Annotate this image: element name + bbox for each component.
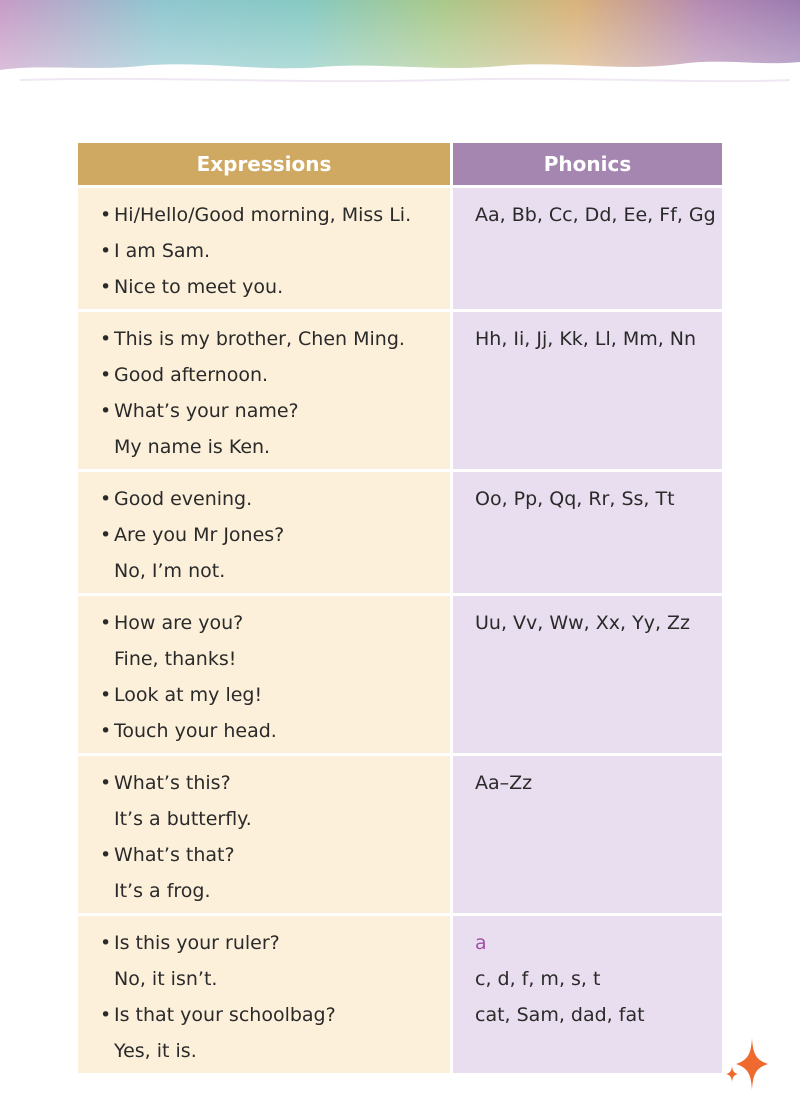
review-table	[75, 140, 725, 1076]
expression-line: No, I’m not.	[114, 560, 226, 582]
expressions-header: Expressions	[77, 142, 452, 187]
expression-bullet-line: • This is my brother, Chen Ming.	[100, 321, 440, 357]
phonics-cell	[452, 595, 724, 755]
phonics-line: c, d, f, m, s, t	[475, 968, 601, 990]
expression-line: No, it isn’t.	[114, 968, 218, 990]
phonics-line: Aa, Bb, Cc, Dd, Ee, Ff, Gg	[475, 204, 716, 226]
phonics-line: cat, Sam, dad, fat	[475, 1004, 645, 1026]
table-row	[77, 755, 724, 915]
table-row	[77, 311, 724, 471]
expression-line: It’s a frog.	[114, 880, 211, 902]
table-row	[77, 471, 724, 595]
phonics-cell	[452, 311, 724, 471]
table-row	[77, 915, 724, 1075]
expression-line: My name is Ken.	[114, 436, 271, 458]
expression-bullet-line: • Good evening.	[100, 481, 440, 517]
expression-bullet-line: • Is that your schoolbag?	[100, 997, 440, 1033]
sparkle-star-icon	[722, 1036, 770, 1092]
expression-bullet-line: • Good afternoon.	[100, 357, 440, 393]
expressions-cell	[77, 915, 452, 1075]
expression-bullet-line: • Is this your ruler?	[100, 925, 440, 961]
phonics-cell	[452, 471, 724, 595]
phonics-line: Uu, Vv, Ww, Xx, Yy, Zz	[475, 612, 691, 634]
expression-bullet-line: • Nice to meet you.	[100, 269, 440, 305]
expression-line: Fine, thanks!	[114, 648, 237, 670]
expressions-cell	[77, 595, 452, 755]
expressions-cell	[77, 187, 452, 311]
phonics-header: Phonics	[452, 142, 724, 187]
phonics-line: Oo, Pp, Qq, Rr, Ss, Tt	[475, 488, 675, 510]
expression-bullet-line: • What’s your name?	[100, 393, 440, 429]
table-row	[77, 187, 724, 311]
expressions-cell	[77, 471, 452, 595]
phonics-line: Hh, Ii, Jj, Kk, Ll, Mm, Nn	[475, 328, 697, 350]
expression-bullet-line: • Are you Mr Jones?	[100, 517, 440, 553]
expression-bullet-line: • Look at my leg!	[100, 677, 440, 713]
phonics-cell	[452, 187, 724, 311]
phonics-cell	[452, 915, 724, 1075]
expression-bullet-line: • What’s that?	[100, 837, 440, 873]
watercolor-banner	[0, 0, 800, 90]
phonics-cell	[452, 755, 724, 915]
expression-line: Yes, it is.	[114, 1040, 197, 1062]
expressions-cell	[77, 755, 452, 915]
phonics-line: Aa–Zz	[475, 772, 533, 794]
expression-bullet-line: • I am Sam.	[100, 233, 440, 269]
table-row	[77, 595, 724, 755]
expression-line: It’s a butterfly.	[114, 808, 252, 830]
expression-bullet-line: • What’s this?	[100, 765, 440, 801]
phonics-focus-letter: a	[475, 932, 487, 954]
expression-bullet-line: • How are you?	[100, 605, 440, 641]
expression-bullet-line: • Hi/Hello/Good morning, Miss Li.	[100, 197, 440, 233]
header-row	[77, 142, 724, 187]
expression-bullet-line: • Touch your head.	[100, 713, 440, 749]
expressions-cell	[77, 311, 452, 471]
